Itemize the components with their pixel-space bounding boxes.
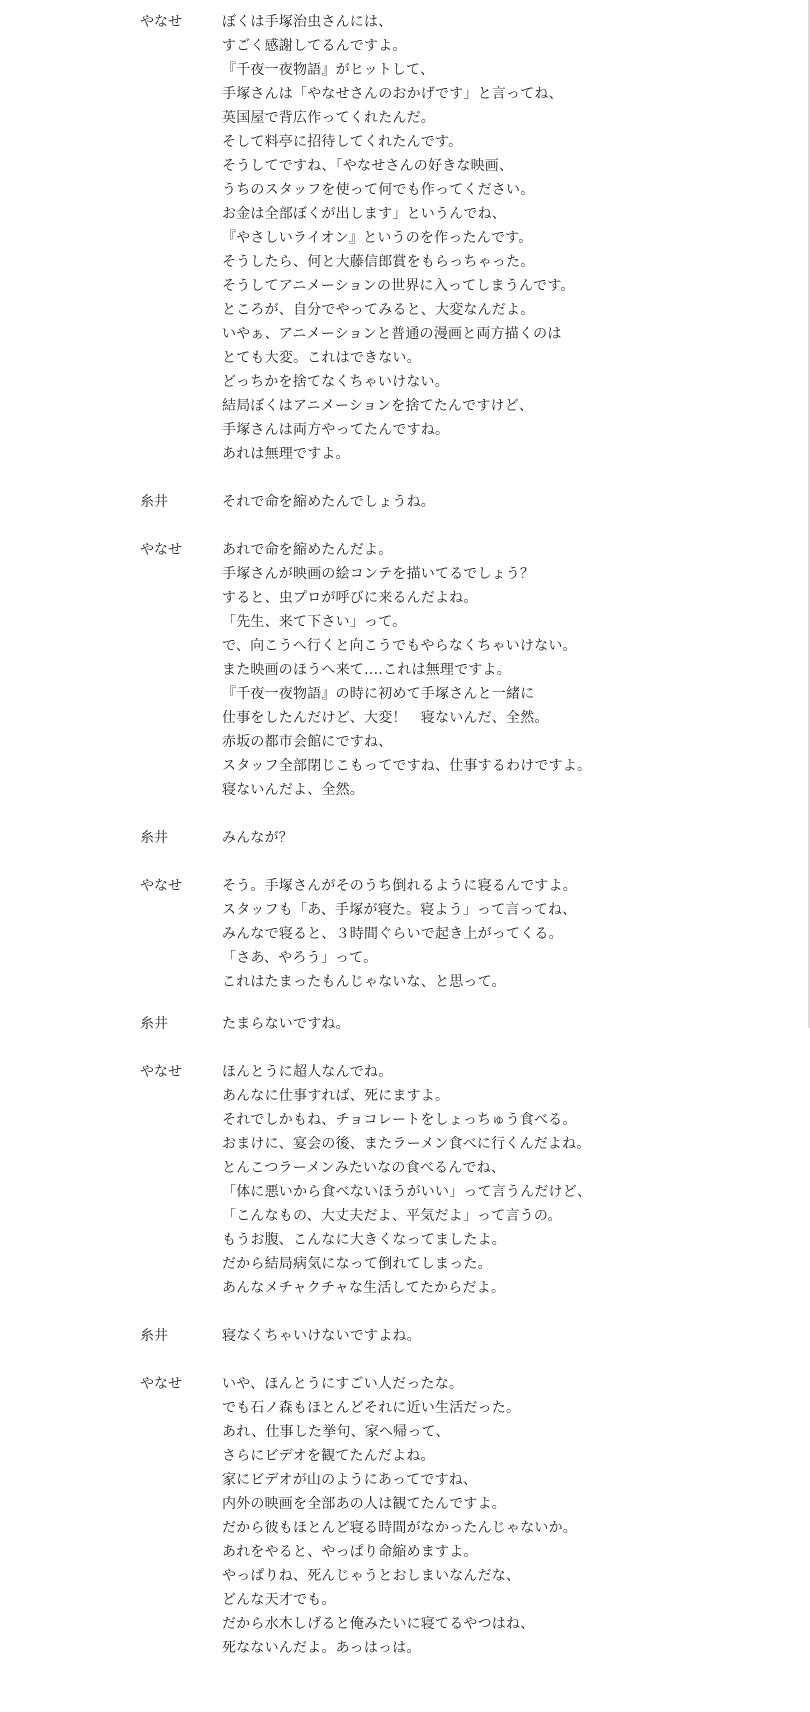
speech-line: でも石ノ森もほとんどそれに近い生活だった。 — [222, 1400, 521, 1416]
speech-line: お金は全部ぼくが出します」というんでね、 — [222, 206, 506, 222]
speech-text — [222, 1060, 800, 1300]
speech-line: これはたまったもんじゃないな、と思って。 — [222, 974, 506, 990]
dialogue-entry — [0, 538, 800, 802]
speaker-name: 糸井 — [140, 1328, 168, 1344]
speaker-name: やなせ — [140, 1064, 182, 1080]
speaker-name: やなせ — [140, 878, 182, 894]
speech-line: 仕事をしたんだけど、大変！ 寝ないんだ、全然。 — [222, 710, 549, 726]
speech-line: すると、虫プロが呼びに来るんだよね。 — [222, 590, 478, 606]
speech-line: あんなメチャクチャな生活してたからだよ。 — [222, 1280, 506, 1296]
speech-line: それで命を縮めたんでしょうね。 — [222, 494, 435, 510]
speaker-name: 糸井 — [140, 1016, 168, 1032]
speech-line: たまらないですね。 — [222, 1016, 350, 1032]
speech-line: 「さあ、やろう」って。 — [222, 950, 378, 966]
speech-line: 『千夜一夜物語』がヒットして、 — [222, 62, 435, 78]
speech-line: 『やさしいライオン』というのを作ったんです。 — [222, 230, 533, 246]
speech-line: すごく感謝してるんですよ。 — [222, 38, 407, 54]
speech-line: 寝ないんだよ、全然。 — [222, 782, 364, 798]
speech-line: 家にビデオが山のようにあってですね、 — [222, 1472, 478, 1488]
speech-line: それでしかもね、チョコレートをしょっちゅう食べる。 — [222, 1112, 577, 1128]
speech-line: そう。手塚さんがそのうち倒れるように寝るんですよ。 — [222, 878, 577, 894]
speech-line: そうしてアニメーションの世界に入ってしまうんです。 — [222, 278, 575, 294]
speech-line: 「先生、来て下さい」って。 — [222, 614, 407, 630]
speech-line: うちのスタッフを使って何でも作ってください。 — [222, 182, 535, 198]
speech-line: あれ、仕事した挙句、家へ帰って、 — [222, 1424, 450, 1440]
speech-line: やっぱりね、死んじゃうとおしまいなんだな、 — [222, 1568, 521, 1584]
speech-line: 手塚さんが映画の絵コンテを描いてるでしょう？ — [222, 566, 535, 582]
dialogue-entry — [0, 1324, 800, 1348]
speech-line: だから結局病気になって倒れてしまった。 — [222, 1256, 492, 1272]
dialogue-entry — [0, 826, 800, 850]
speech-line: あれで命を縮めたんだよ。 — [222, 542, 393, 558]
speech-line: スタッフ全部閉じこもってですね、仕事するわけですよ。 — [222, 758, 592, 774]
speech-line: ほんとうに超人なんでね。 — [222, 1064, 393, 1080]
speaker-name: やなせ — [140, 1376, 182, 1392]
speech-line: だから水木しげると俺みたいに寝てるやつはね、 — [222, 1616, 535, 1632]
dialogue-entry — [0, 1060, 800, 1300]
speech-line: さらにビデオを観てたんだよね。 — [222, 1448, 435, 1464]
speech-line: あれをやると、やっぱり命縮めますよ。 — [222, 1544, 478, 1560]
speaker-name: 糸井 — [140, 494, 168, 510]
speech-line: 死なないんだよ。あっはっは。 — [222, 1640, 421, 1656]
dialogue-entry — [0, 874, 800, 994]
speech-line: 『千夜一夜物語』の時に初めて手塚さんと一緒に — [222, 686, 535, 702]
speaker-name: やなせ — [140, 542, 182, 558]
speech-text — [222, 490, 800, 514]
speech-line: スタッフも「あ、手塚が寝た。寝よう」って言ってね、 — [222, 902, 577, 918]
speech-line: みんなで寝ると、３時間ぐらいで起き上がってくる。 — [222, 926, 563, 942]
speech-text — [222, 1372, 800, 1660]
speech-line: おまけに、宴会の後、またラーメン食べに行くんだよね。 — [222, 1136, 591, 1152]
speech-text — [222, 826, 800, 850]
speech-text — [222, 10, 800, 466]
speech-text — [222, 874, 800, 994]
speech-line: そうしたら、何と大藤信郎賞をもらっちゃった。 — [222, 254, 535, 270]
speech-line: そうしてですね、「やなせさんの好きな映画、 — [222, 158, 514, 174]
speech-line: とんこつラーメンみたいなの食べるんでね、 — [222, 1160, 506, 1176]
speaker-name: 糸井 — [140, 830, 168, 846]
speech-line: とても大変。これはできない。 — [222, 350, 421, 366]
speech-line: あれは無理ですよ。 — [222, 446, 350, 462]
speaker-name: やなせ — [140, 14, 182, 30]
speech-line: 内外の映画を全部あの人は観てたんですよ。 — [222, 1496, 506, 1512]
speech-text — [222, 1324, 800, 1348]
speech-line: みんなが？ — [222, 830, 293, 846]
speech-line: 結局ぼくはアニメーションを捨てたんですけど、 — [222, 398, 534, 414]
speech-text — [222, 538, 800, 802]
speech-line: 「こんなもの、大丈夫だよ、平気だよ」って言うの。 — [222, 1208, 562, 1224]
speech-line: 英国屋で背広作ってくれたんだ。 — [222, 110, 435, 126]
dialogue-entry — [0, 1372, 800, 1660]
speech-line: いや、ほんとうにすごい人だったな。 — [222, 1376, 464, 1392]
speech-line: で、向こうへ行くと向こうでもやらなくちゃいけない。 — [222, 638, 577, 654]
speech-line: 寝なくちゃいけないですよね。 — [222, 1328, 421, 1344]
dialogue-entry — [0, 10, 800, 466]
speech-line: 手塚さんは両方やってたんですね。 — [222, 422, 450, 438]
speech-text — [222, 1012, 800, 1036]
speech-line: 手塚さんは「やなせさんのおかげです」と言ってね、 — [222, 86, 563, 102]
speech-line: ところが、自分でやってみると、大変なんだよ。 — [222, 302, 535, 318]
speech-line: ぼくは手塚治虫さんには、 — [222, 14, 393, 30]
speech-line: どんな天才でも。 — [222, 1592, 336, 1608]
speech-line: どっちかを捨てなくちゃいけない。 — [222, 374, 449, 390]
dialogue-transcript — [0, 10, 800, 1684]
speech-line: あんなに仕事すれば、死にますよ。 — [222, 1088, 450, 1104]
speech-line: だから彼もほとんど寝る時間がなかったんじゃないか。 — [222, 1520, 577, 1536]
speech-line: いやぁ、アニメーションと普通の漫画と両方描くのは — [222, 326, 562, 342]
speech-line: 赤坂の都市会館にですね、 — [222, 734, 393, 750]
speech-line: 「体に悪いから食べないほうがいい」って言うんだけど、 — [222, 1184, 592, 1200]
speech-line: また映画のほうへ来て‥‥これは無理ですよ。 — [222, 662, 511, 678]
dialogue-entry — [0, 490, 800, 514]
speech-line: そして料亭に招待してくれたんです。 — [222, 134, 463, 150]
dialogue-entry — [0, 1012, 800, 1036]
speech-line: もうお腹、こんなに大きくなってましたよ。 — [222, 1232, 506, 1248]
